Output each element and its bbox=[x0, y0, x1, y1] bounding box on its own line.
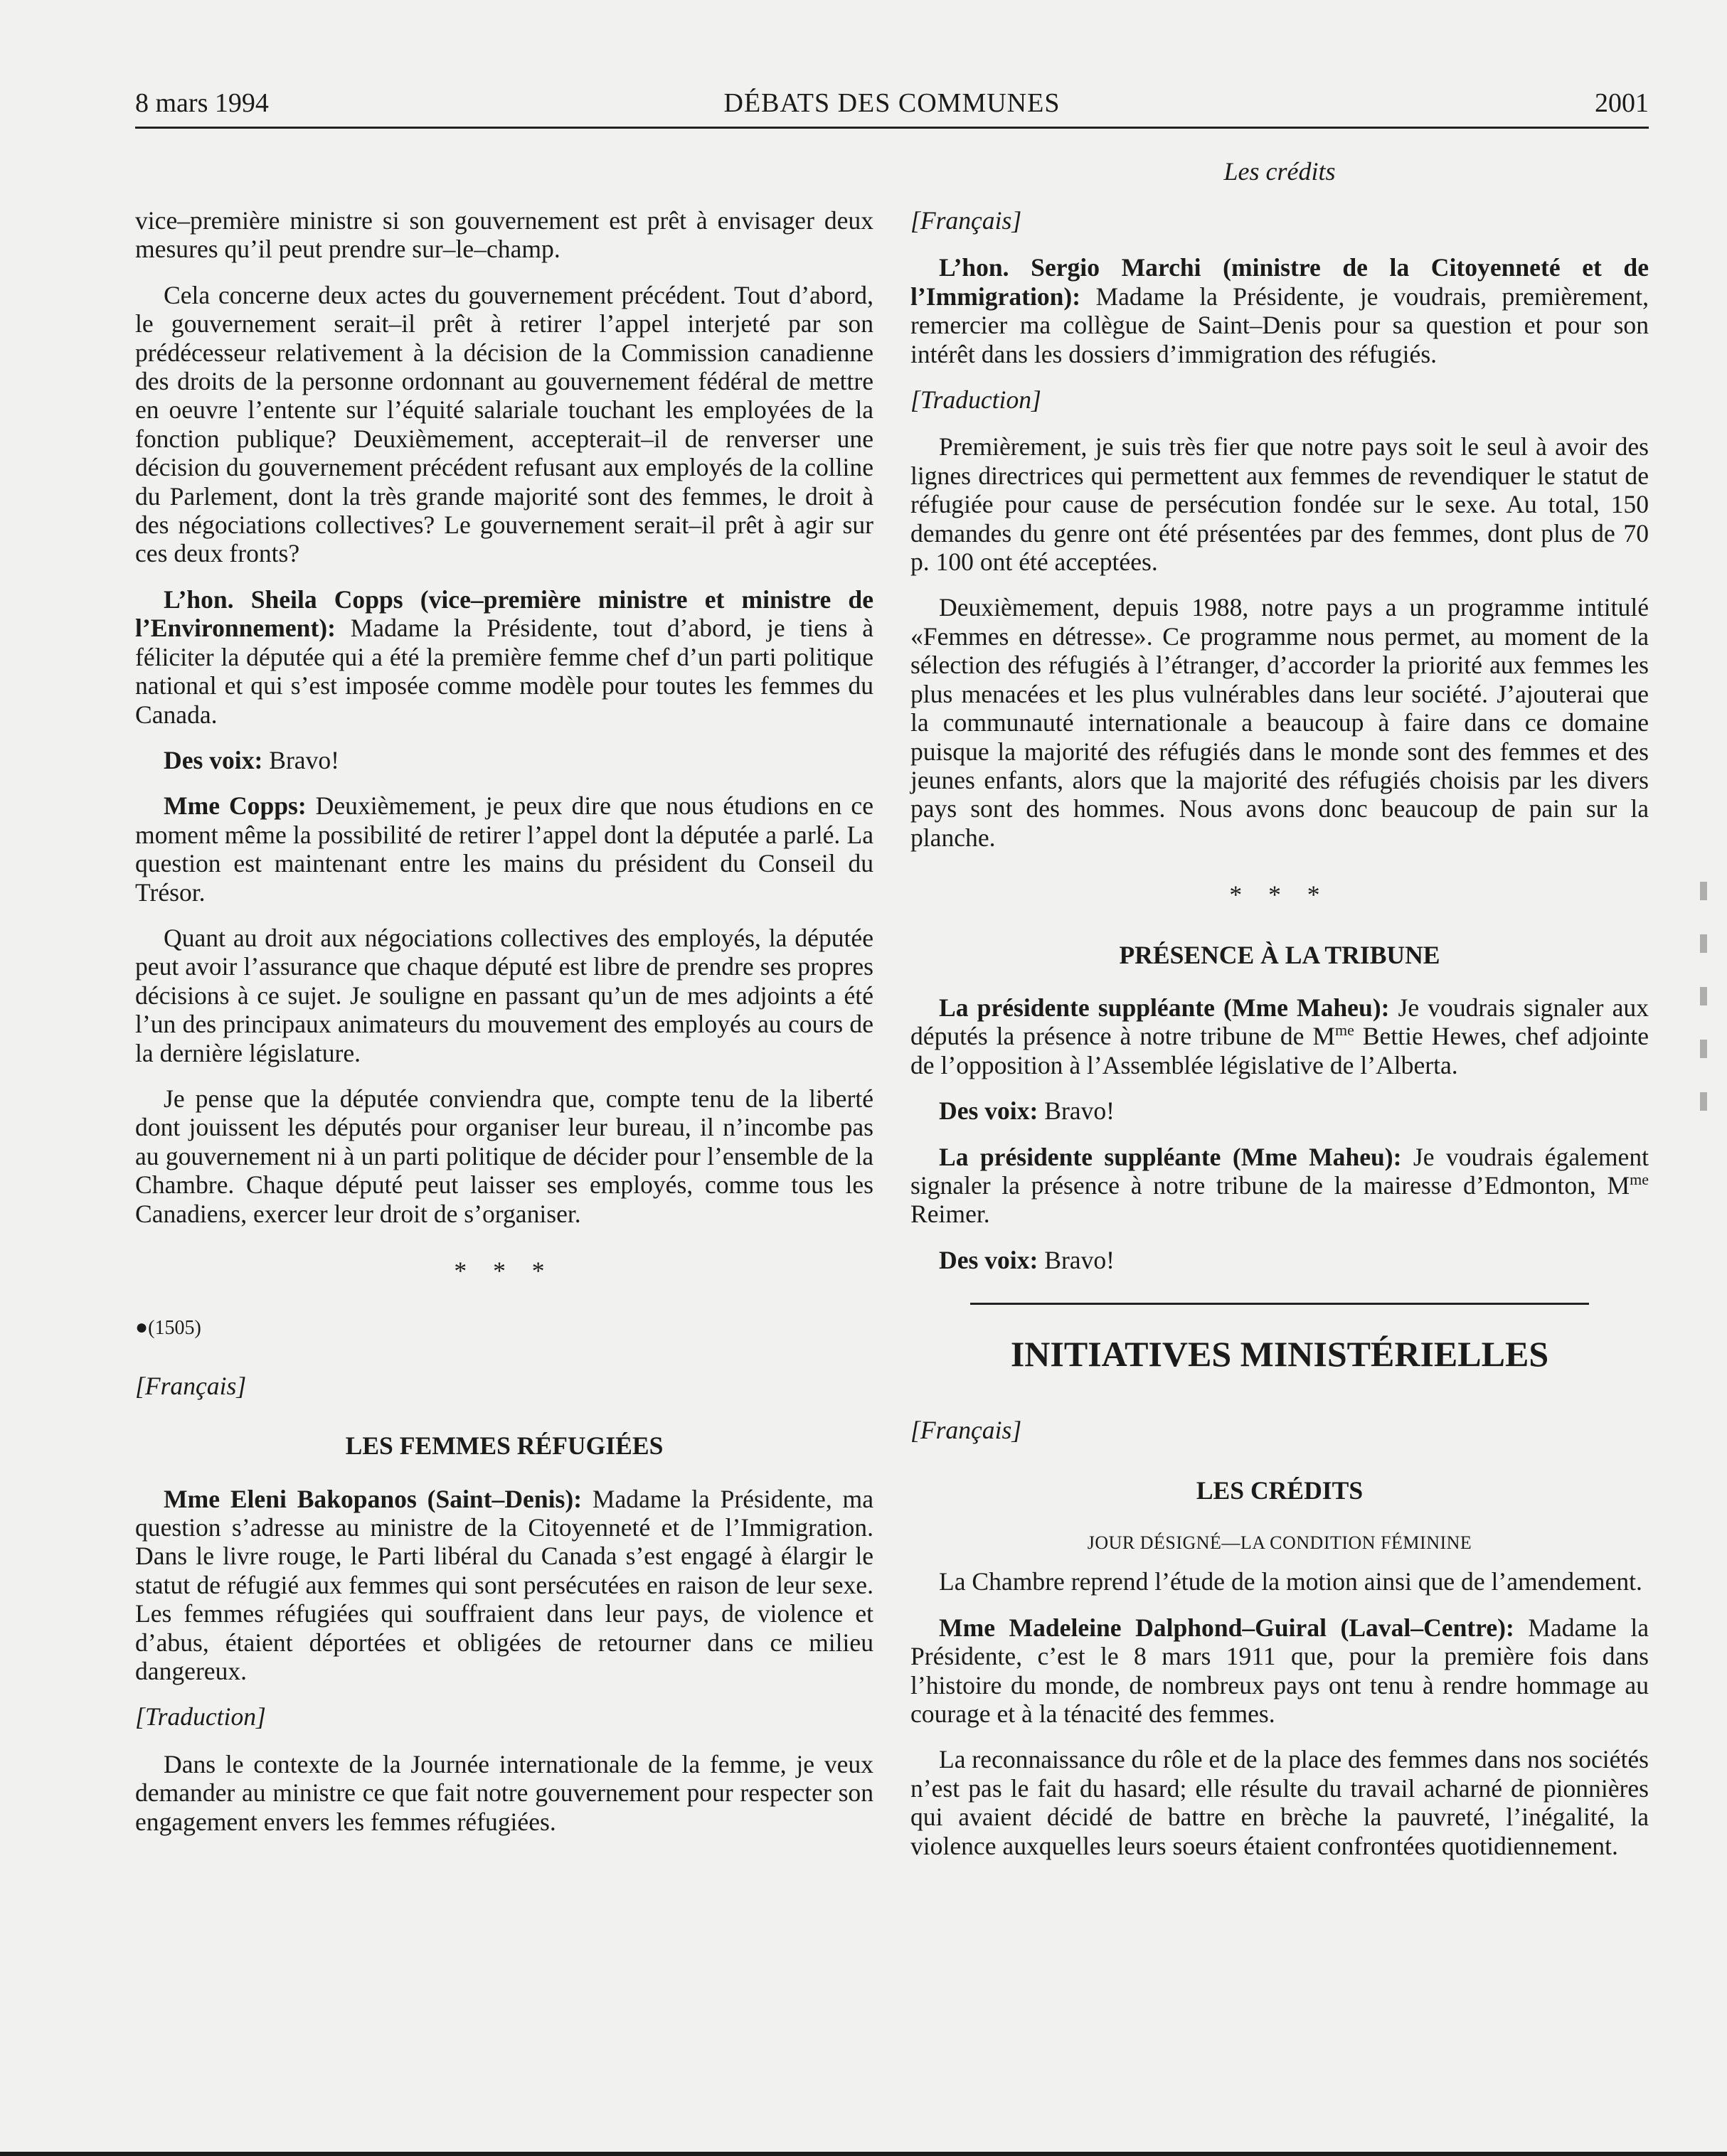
paragraph: La Chambre reprend l’étude de la motion ainsi que de l’amendement. bbox=[939, 1567, 1642, 1596]
paragraph bbox=[135, 585, 873, 729]
speaker-name: La présidente suppléante (Mme Maheu): bbox=[939, 1142, 1402, 1171]
scan-mark bbox=[1700, 987, 1707, 1005]
paragraph: La reconnaissance du rôle et de la place des femmes dans nos sociétés n’est pas le fait du hasard; elle résulte du travail acharné de pionnières qui avaient décidé de battre en brèche la pauvreté, l’inégalité, la violence auxquelles leurs soeurs étaient confrontées quotidiennement. bbox=[910, 1745, 1649, 1860]
bullet-icon: ● bbox=[135, 1316, 149, 1340]
paragraph bbox=[910, 253, 1649, 368]
speaker-name: Des voix: bbox=[939, 1096, 1038, 1126]
scan-mark bbox=[1700, 934, 1707, 953]
speaker-name: Mme Copps: bbox=[164, 791, 307, 821]
scan-mark bbox=[1700, 1040, 1707, 1058]
header-title: DÉBATS DES COMMUNES bbox=[723, 88, 1061, 118]
superscript: me bbox=[1335, 1021, 1354, 1040]
speech-text: Je voudrais également signaler la présence à notre tribune de la mairesse d’Edmonton, M bbox=[910, 1142, 1649, 1200]
timestamp-value: (1505) bbox=[148, 1317, 201, 1340]
left-column bbox=[135, 206, 873, 1853]
speech-text: Bettie Hewes, chef adjointe de l’opposition à l’Assemblée législative de l’Alberta. bbox=[910, 1022, 1649, 1079]
paragraph: Dans le contexte de la Journée internationale de la femme, je veux demander au ministre ce que fait notre gouvernement pour respecter son engagement envers les femmes réfugiées. bbox=[135, 1749, 873, 1836]
running-head bbox=[135, 85, 1649, 128]
section-heading: LES FEMMES RÉFUGIÉES bbox=[345, 1431, 664, 1461]
paragraph bbox=[910, 1246, 1649, 1274]
speech-text: Madame la Présidente, je voudrais, premièrement, remercier ma collègue de Saint–Denis pour sa question et pour son intérêt dans les dossiers d’immigration des réfugiés. bbox=[910, 282, 1649, 368]
language-tag: [Français] bbox=[910, 206, 1022, 235]
speech-text: Bravo! bbox=[1038, 1096, 1115, 1126]
scan-mark bbox=[1700, 882, 1707, 900]
section-heading: LES CRÉDITS bbox=[1196, 1475, 1364, 1505]
paragraph bbox=[910, 993, 1649, 1079]
language-tag: [Traduction] bbox=[910, 385, 1041, 415]
section-subheading: JOUR DÉSIGNÉ—LA CONDITION FÉMININE bbox=[1087, 1532, 1472, 1553]
speech-text: Madame la Présidente, tout d’abord, je tiens à féliciter la députée qui a été la première femme chef d’un parti politique national et qui s’est imposée comme modèle pour toutes les femmes du Canada. bbox=[135, 614, 873, 729]
speaker-name: L’hon. Sergio Marchi (ministre de la Citoyenneté et de l’Immigration): bbox=[910, 253, 1649, 311]
timestamp bbox=[135, 1313, 873, 1343]
speaker-name: Des voix: bbox=[939, 1245, 1038, 1274]
speech-text: Je voudrais signaler aux députés la présence à notre tribune de M bbox=[910, 993, 1649, 1051]
scan-bottom-edge bbox=[0, 2152, 1727, 2156]
speaker-name: La présidente suppléante (Mme Maheu): bbox=[939, 993, 1390, 1022]
language-tag: [Français] bbox=[910, 1416, 1022, 1445]
scan-margin-marks bbox=[1696, 882, 1713, 1209]
paragraph: Cela concerne deux actes du gouvernement précédent. Tout d’abord, le gouvernement serait–il prêt à retirer l’appel interjeté par son prédécesseur relativement à la décision de la Commission canadienne des droits de la personne ordonnant au gouvernement fédéral de mettre en oeuvre l’entente sur l’équité salariale touchant les employées de la fonction publique? Deuxièmement, accepterait–il de renverser une décision du gouvernement précédent refusant aux employés de la colline du Parlement, dont la très grande majorité sont des femmes, le droit à des négociations collectives? Le gouvernement serait–il prêt à agir sur ces deux fronts? bbox=[135, 280, 873, 568]
language-tag: [Français] bbox=[135, 1371, 247, 1400]
section-separator-stars: * * * bbox=[454, 1256, 555, 1285]
paragraph: Quant au droit aux négociations collectives des employés, la députée peut avoir l’assurance que chaque député est libre de prendre ses propres décisions à ce sujet. Je souligne en passant qu’un de mes adjoints a été l’un des principaux animateurs du mouvement des employés au cours de la dernière législature. bbox=[135, 923, 873, 1067]
paragraph: Je pense que la députée conviendra que, compte tenu de la liberté dont jouissent les députés pour organiser leur bureau, il n’incombe pas au gouvernement ni à un parti politique de décider pour l’ensemble de la Chambre. Chaque député peut laisser ses employés, comme tous les Canadiens, exercer leur droit de s’organiser. bbox=[135, 1084, 873, 1228]
paragraph: vice–première ministre si son gouvernement est prêt à envisager deux mesures qu’il peut prendre sur–le–champ. bbox=[135, 206, 873, 264]
major-heading: INITIATIVES MINISTÉRIELLES bbox=[1010, 1334, 1549, 1375]
paragraph bbox=[910, 1613, 1649, 1729]
header-rule bbox=[135, 127, 1649, 129]
speech-text: Deuxièmement, je peux dire que nous étudions en ce moment même la possibilité de retirer l’appel dont la députée a parlé. La question est maintenant entre les mains du président du Conseil du Trésor. bbox=[135, 791, 873, 907]
speaker-name: Mme Madeleine Dalphond–Guiral (Laval–Centre): bbox=[939, 1613, 1514, 1642]
speech-text: Bravo! bbox=[1038, 1245, 1115, 1274]
header-date: 8 mars 1994 bbox=[135, 88, 269, 118]
section-subhead: Les crédits bbox=[1223, 157, 1336, 186]
scan-mark bbox=[1700, 1092, 1707, 1111]
paragraph bbox=[135, 791, 873, 907]
page-number: 2001 bbox=[1595, 88, 1649, 118]
section-heading: PRÉSENCE À LA TRIBUNE bbox=[1119, 940, 1440, 969]
speech-text: Madame la Présidente, ma question s’adresse au ministre de la Citoyenneté et de l’Immigration. Dans le livre rouge, le Parti libéral du Canada s’est engagé à élargir le statut de réfugié aux femmes qui sont persécutées en raison de leur sexe. Les femmes réfugiées qui souffraient dans leur pays, de violence et d’abus, étaient déportées et obligées de retourner dans ce milieu dangereux. bbox=[135, 1484, 873, 1686]
paragraph: Deuxièmement, depuis 1988, notre pays a un programme intitulé «Femmes en détresse». Ce programme nous permet, au moment de la sélection des réfugiés à l’étranger, d’accorder la priorité aux femmes les plus menacées et les plus vulnérables dans leur société. J’ajouterai que la communauté internationale a beaucoup à faire dans ce domaine puisque la majorité des réfugiés dans le monde sont des femmes et des jeunes enfants, alors que la majorité des réfugiés choisis par les divers pays sont des hommes. Nous avons donc beaucoup de pain sur la planche. bbox=[910, 593, 1649, 852]
speaker-name: L’hon. Sheila Copps (vice–première ministre et ministre de l’Environnement): bbox=[135, 585, 873, 643]
speaker-name: Mme Eleni Bakopanos (Saint–Denis): bbox=[164, 1484, 583, 1513]
right-column bbox=[910, 206, 1649, 1877]
paragraph bbox=[135, 1485, 873, 1686]
speech-text: Bravo! bbox=[262, 745, 340, 774]
section-rule bbox=[970, 1303, 1589, 1305]
section-separator-stars: * * * bbox=[1229, 880, 1330, 909]
speech-text: Madame la Présidente, c’est le 8 mars 1911 que, pour la première fois dans l’histoire du monde, de nombreux pays ont tenu à rendre hommage au courage et à la ténacité des femmes. bbox=[910, 1613, 1649, 1729]
language-tag: [Traduction] bbox=[135, 1702, 266, 1731]
paragraph bbox=[910, 1143, 1649, 1229]
paragraph bbox=[910, 1096, 1649, 1125]
paragraph: Premièrement, je suis très fier que notre pays soit le seul à avoir des lignes directrices qui permettent aux femmes de revendiquer le statut de réfugiée pour cause de persécution fondée sur le sexe. Au total, 150 demandes du genre ont été présentées par des femmes, dont plus de 70 p. 100 ont été acceptées. bbox=[910, 432, 1649, 577]
speech-text: Reimer. bbox=[910, 1200, 990, 1229]
superscript: me bbox=[1630, 1170, 1649, 1189]
paragraph bbox=[135, 746, 873, 774]
speaker-name: Des voix: bbox=[164, 745, 263, 774]
